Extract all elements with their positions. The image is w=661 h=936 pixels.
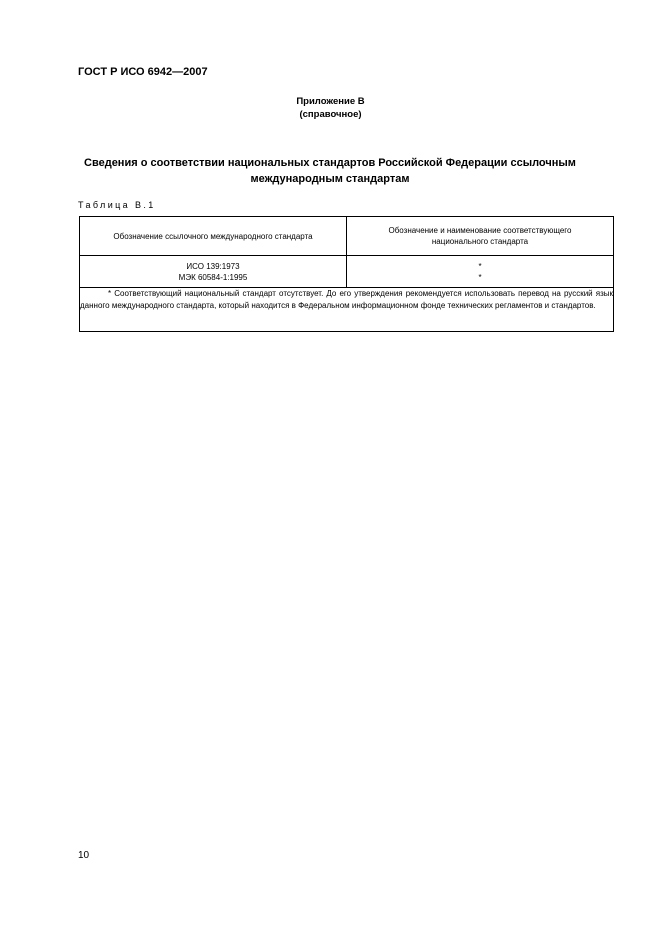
appendix-label: Приложение В: [296, 96, 365, 107]
appendix-type: (справочное): [299, 109, 362, 120]
col-header-national: [347, 217, 614, 256]
national-standard-1: *: [478, 261, 482, 271]
table-note-row: [80, 288, 614, 332]
document-header: ГОСТ Р ИСО 6942—2007: [78, 66, 208, 78]
title-line-2: международным стандартам: [250, 173, 410, 185]
table-caption: Таблица В.1: [78, 200, 156, 210]
table-header-row: [80, 217, 614, 256]
table-note-cell: [80, 288, 614, 332]
col-header-national-line-2: национального стандарта: [431, 237, 529, 246]
correspondence-table: [79, 216, 614, 332]
national-standard-2: *: [478, 272, 482, 282]
international-standard-2: МЭК 60584-1:1995: [178, 272, 248, 282]
appendix-title: [80, 155, 580, 187]
international-standard-1: ИСО 139:1973: [186, 261, 240, 271]
col-header-international: Обозначение ссылочного международного стандарта: [80, 217, 347, 256]
table-row: [80, 256, 614, 288]
table-footnote: * Соответствующий национальный стандарт отсутствует. До его утверждения рекомендуется использовать перевод на русский язык данного международного стандарта, который находится в Федеральном информационном фонде технических регламентов и стандартов.: [80, 289, 613, 310]
international-standards-cell: [80, 256, 347, 288]
page-number: 10: [78, 850, 90, 861]
col-header-national-line-1: Обозначение и наименование соответствующего: [388, 226, 572, 235]
national-standards-cell: [347, 256, 614, 288]
title-line-1: Сведения о соответствии национальных стандартов Российской Федерации ссылочным: [84, 157, 576, 169]
